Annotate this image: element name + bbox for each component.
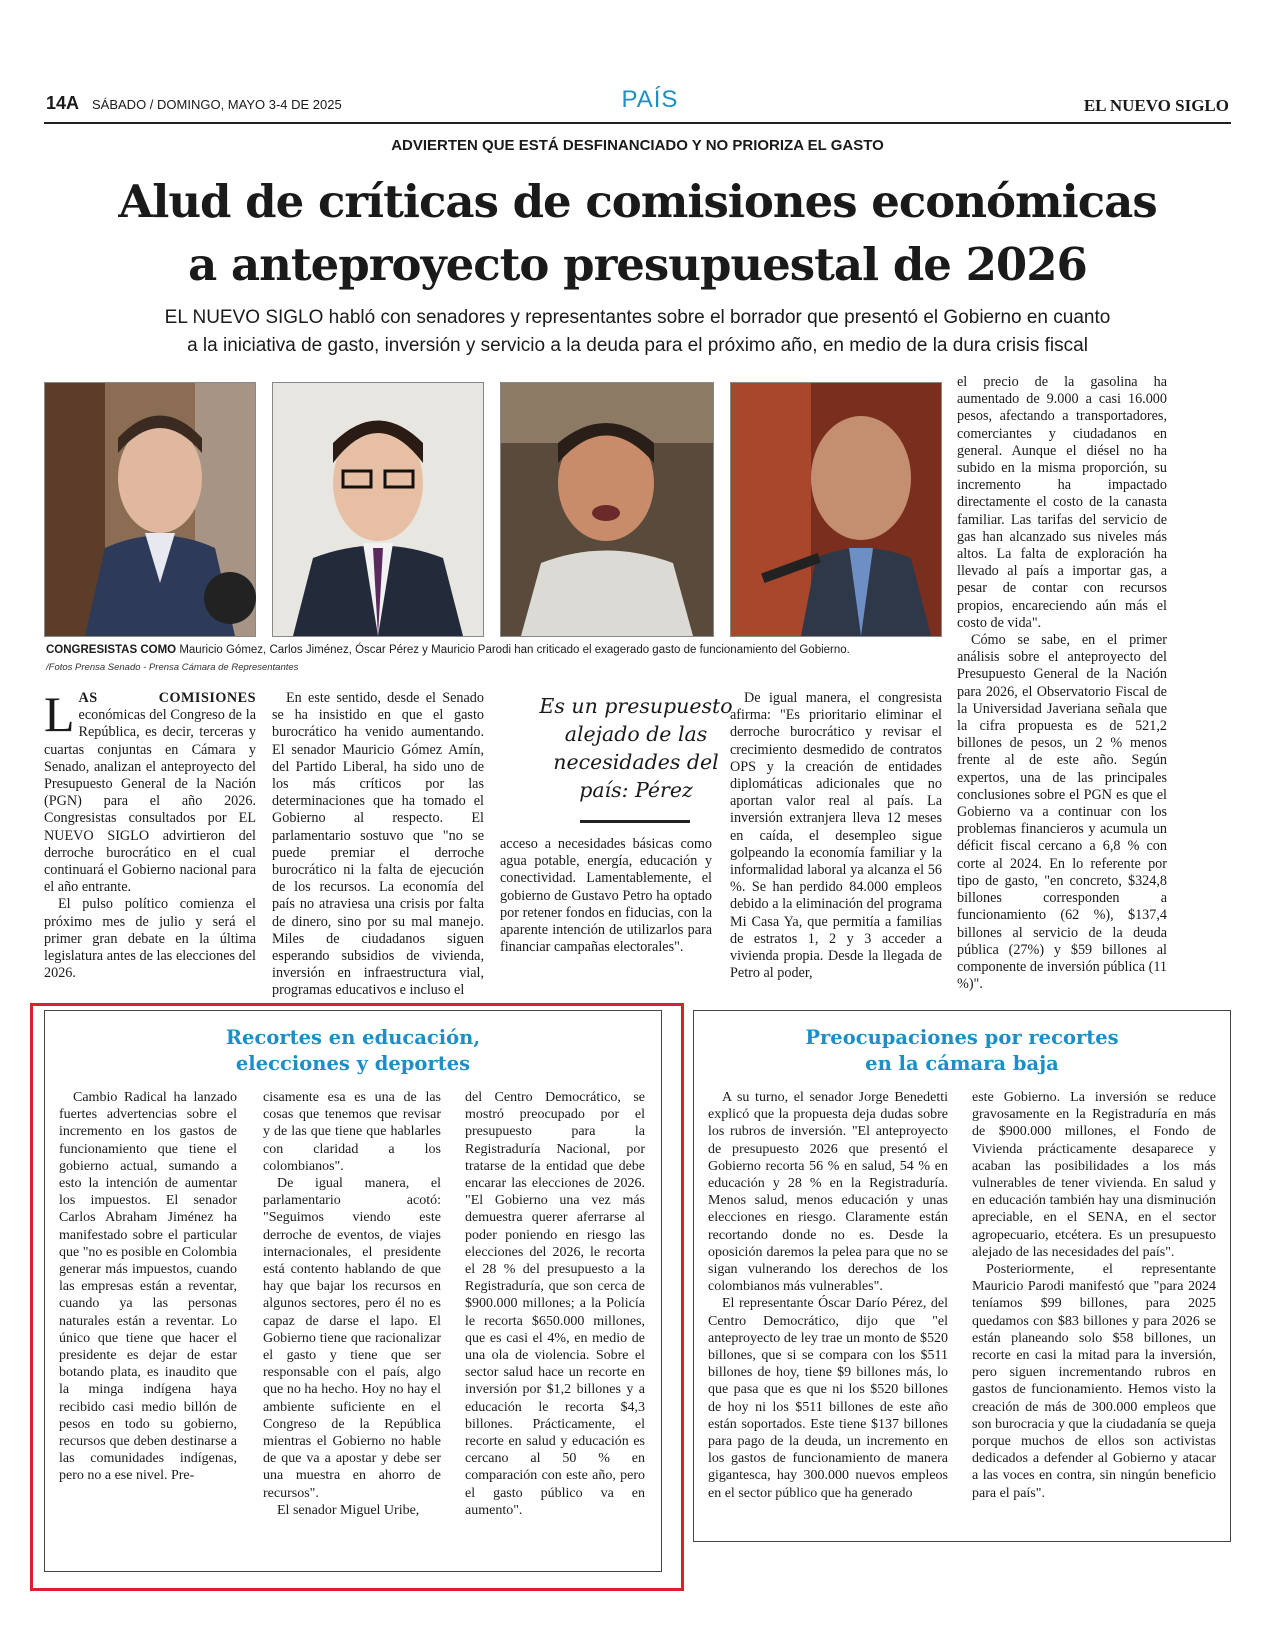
sidebar-left-column-2: cisamente esa es una de las cosas que tenemos que revisar y de las que tiene que hablarles con claridad a los colombianos". De igual manera, el parlamentario acotó: "Seguimos viendo este derroche de eventos, de viajes internacionales, el presidente está contento hablando de que hay que bajar los recursos en algunos sectores, pero él no es capaz de darse el lapo. El Gobierno tiene que racionalizar el gasto y tiene que ser responsable con el país, algo que no ha hecho. Hoy no hay el ambiente suficiente en el Congreso de la República mientras el Gobierno no hable de que va a apostar y debe ser una muestra en ahorro de recursos". El senador Miguel Uribe,	[263, 1090, 441, 1518]
portrait-photo-1	[44, 382, 256, 637]
article-column-1: L AS COMISIONES económicas del Congreso de la República, es decir, terceras y cuartas conjuntas en Cámara y Senado, analizan el anteproyecto del Presupuesto General de la Nación (PGN) para el año 2026. Congresistas consultados por EL NUEVO SIGLO advirtieron del derroche burocrático en el cual continuará el Gobierno nacional para el año entrante. El pulso político comienza el próximo mes de julio y será el primer gran debate en la última legislatura antes de las elecciones del 2026.	[44, 686, 256, 982]
page-number: 14A	[46, 93, 80, 113]
pull-quote: Es un presupuesto alejado de las necesidades del país: Pérez	[539, 694, 733, 802]
sidebar-left-column-1: Cambio Radical ha lanzado fuertes advertencias sobre el incremento en los gastos de funcionamiento que tiene el gobierno actual, sumando a esto la intención de aumentar los impuestos. El senador Carlos Abraham Jiménez ha manifestado sobre el particular que "no es posible en Colombia generar más impuestos, cuando las empresas están a reventar, cuando ya las personas naturales están a reventar. Lo único que tiene que hacer el presidente es dejar de estar botando plata, es inaudito que la minga indígena haya recibido casi medio billón de pesos en todo su gobierno, recursos que deben destinarse a las comunidades indígenas, pero no a ese nivel. Pre-	[59, 1090, 237, 1484]
sidebar-right-column-1: A su turno, el senador Jorge Benedetti explicó que la propuesta deja dudas sobre los rubros de inversión. "El anteproyecto de presupuesto 2026 que presentó el Gobierno recorta 56 % en salud, 54 % en educación y 28 % en la Registraduría. Menos salud, menos educación y unas elecciones en riesgo. Claramente están recortando donde no es. Desde la oposición daremos la pelea para que no se sigan vulnerando los derechos de los colombianos más vulnerables". El representante Óscar Darío Pérez, del Centro Democrático, dijo que "el anteproyecto de ley trae un monto de $520 billones, que si se compara con los $511 billones de hoy, tiene $9 billones más, lo que pasa que es que ni los $520 billones de hoy ni los $511 billones de este año están soportados. Este tiene $137 billones para pago de la deuda, un incremento en los gastos de funcionamiento de manera gigantesca, hay 300.000 nuevos empleos en el sector público que ha generado	[708, 1090, 948, 1501]
sidebar-left-title: Recortes en educación, elecciones y deportes	[225, 1026, 481, 1075]
sidebar-box-left	[44, 1010, 662, 1572]
article-column-2: En este sentido, desde el Senado se ha insistido en que el gasto burocrático ha venido aumentando. El senador Mauricio Gómez Amín, del Partido Liberal, ha sido uno de los más críticos por las determinaciones que ha tomado el Gobierno al respecto. El parlamentario sostuvo que "no se puede premiar el derroche burocrático ni la falta de ejecución de los recursos. La economía del país no atraviesa una crisis por falta de dinero, sino por su mal manejo. Miles de ciudadanos siguen esperando subsidios de vivienda, inversión en infraestructura vial, programas educativos e incluso el	[272, 690, 484, 999]
header-rule	[44, 122, 1231, 124]
headline-line-1: Alud de críticas de comisiones económicas	[118, 175, 1157, 228]
masthead: EL NUEVO SIGLO	[1083, 96, 1229, 115]
deck-line-2: a la iniciativa de gasto, inversión y servicio a la deuda para el próximo año, en medio de la dura crisis fiscal	[187, 335, 1088, 356]
section-label: PAÍS	[621, 86, 679, 113]
headline-line-2: a anteproyecto presupuestal de 2026	[188, 238, 1087, 291]
sidebar-right-column-2: este Gobierno. La inversión se reduce gravosamente en la Registraduría en más de $900.000 millones, el Fondo de Vivienda prácticamente desaparece y acaban las posibilidades a los más vulnerables de tener vivienda. En salud y en educación también hay una disminución apreciable, en el SENA, en el sector agropecuario, etcétera. Es un presupuesto alejado de las necesidades del país". Posteriormente, el representante Mauricio Parodi manifestó que "para 2024 teníamos $99 billones, para 2025 quedamos con $83 billones y para 2026 se están planeando solo $58 billones, un recorte en casi la mitad para la inversión, pero siguen incrementando rubros en gastos de funcionamiento. Hemos visto la creación de más de 300.000 empleos que son burocracia y que la ciudadanía se queja porque muchos de ellos son activistas dedicados a defender al Gobierno y atacar a las voces en contra, sin ningún beneficio para el país".	[972, 1090, 1216, 1501]
article-column-3: acceso a necesidades básicas como agua potable, energía, educación y conectividad. Lamentablemente, el gobierno de Gustavo Petro ha optado por retener fondos en fiducias, con la aparente intención de utilizarlos para financiar campañas electorales".	[500, 836, 712, 956]
article-column-4: De igual manera, el congresista afirma: "Es prioritario eliminar el derroche burocrático y revisar el crecimiento desmedido de contratos OPS y la creación de entidades diplomáticas adicionales que no aportan valor real al país. La inversión extranjera lleva 12 meses en caída, el desempleo sigue golpeando la economía familiar y la informalidad laboral ya alcanza el 56 %. Se han perdido 84.000 empleos debido a la eliminación del programa Mi Casa Ya, que permitía a familias de estratos 1, 2 y 3 acceder a vivienda propia. Desde la llegada de Petro al poder,	[730, 690, 942, 982]
sidebar-right-title: Preocupaciones por recortes en la cámara baja	[805, 1026, 1119, 1075]
photo-credit: /Fotos Prensa Senado - Prensa Cámara de Representantes	[46, 662, 299, 673]
portrait-photo-3	[500, 382, 714, 637]
portrait-photo-2	[272, 382, 484, 637]
sidebar-box-right	[693, 1010, 1231, 1542]
drop-cap: L	[44, 686, 75, 742]
headline	[60, 170, 1215, 296]
kicker: ADVIERTEN QUE ESTÁ DESFINANCIADO Y NO PRIORIZA EL GASTO	[391, 137, 884, 154]
edition-date: SÁBADO / DOMINGO, MAYO 3-4 DE 2025	[92, 97, 342, 112]
deck	[100, 304, 1175, 360]
sidebar-left-column-3: del Centro Democrático, se mostró preocupado por el presupuesto para la Registraduría Nacional, por tratarse de la entidad que debe encarar las elecciones de 2026. "El Gobierno una vez más demuestra querer aferrarse al poder poniendo en riesgo las elecciones del 2026, le recorta el 28 % del presupuesto a la Registraduría, que son cerca de $900.000 millones; a la Policía le recorta $650.000 millones, que es casi el 4%, en medio de una ola de violencia. Sobre el sector salud hace un recorte en inversión por $1,2 billones y a educación le recorta $4,3 billones. Prácticamente, el recorte en salud y educación es cercano al 50 % en comparación con este año, pero el gasto público va en aumento".	[465, 1090, 645, 1518]
article-column-5: el precio de la gasolina ha aumentado de 9.000 a casi 16.000 pesos, afectando a transportadores, comerciantes y ciudadanos en general. Aunque el diésel no ha subido en la misma proporción, su incremento ha impactado directamente el costo de la canasta familiar. Las tarifas del servicio de gas han alcanzado sus niveles más altos. La falta de exploración ha llevado al país a importar gas, a pesar de contar con recursos propios, encareciendo aún más el costo de vida". Cómo se sabe, en el primer análisis sobre el anteproyecto del Presupuesto General de la Nación para 2026, el Observatorio Fiscal de la Universidad Javeriana señala que la cifra propuesta es de 521,2 billones de pesos, un 2 % menos frente al de este año. Según expertos, una de las principales conclusiones sobre el PGN es que el Gobierno va a continuar con los problemas financieros y acumula un déficit fiscal cercano a 6,8 % con corte al 2024. En lo referente por tipo de gasto, "en concreto, $324,8 billones corresponden a funcionamiento (62 %), $137,4 billones al servicio de la deuda pública (27%) y $59 billones al componente de inversión pública (11 %)".	[957, 374, 1167, 993]
portrait-photo-4	[730, 382, 942, 637]
pull-quote-rule	[580, 820, 690, 823]
photo-caption: CONGRESISTAS COMO Mauricio Gómez, Carlos Jiménez, Óscar Pérez y Mauricio Parodi han criticado el exagerado gasto de funcionamiento del Gobierno.	[46, 644, 850, 656]
deck-line-1: EL NUEVO SIGLO habló con senadores y representantes sobre el borrador que presentó el Gobierno en cuanto	[164, 307, 1111, 328]
